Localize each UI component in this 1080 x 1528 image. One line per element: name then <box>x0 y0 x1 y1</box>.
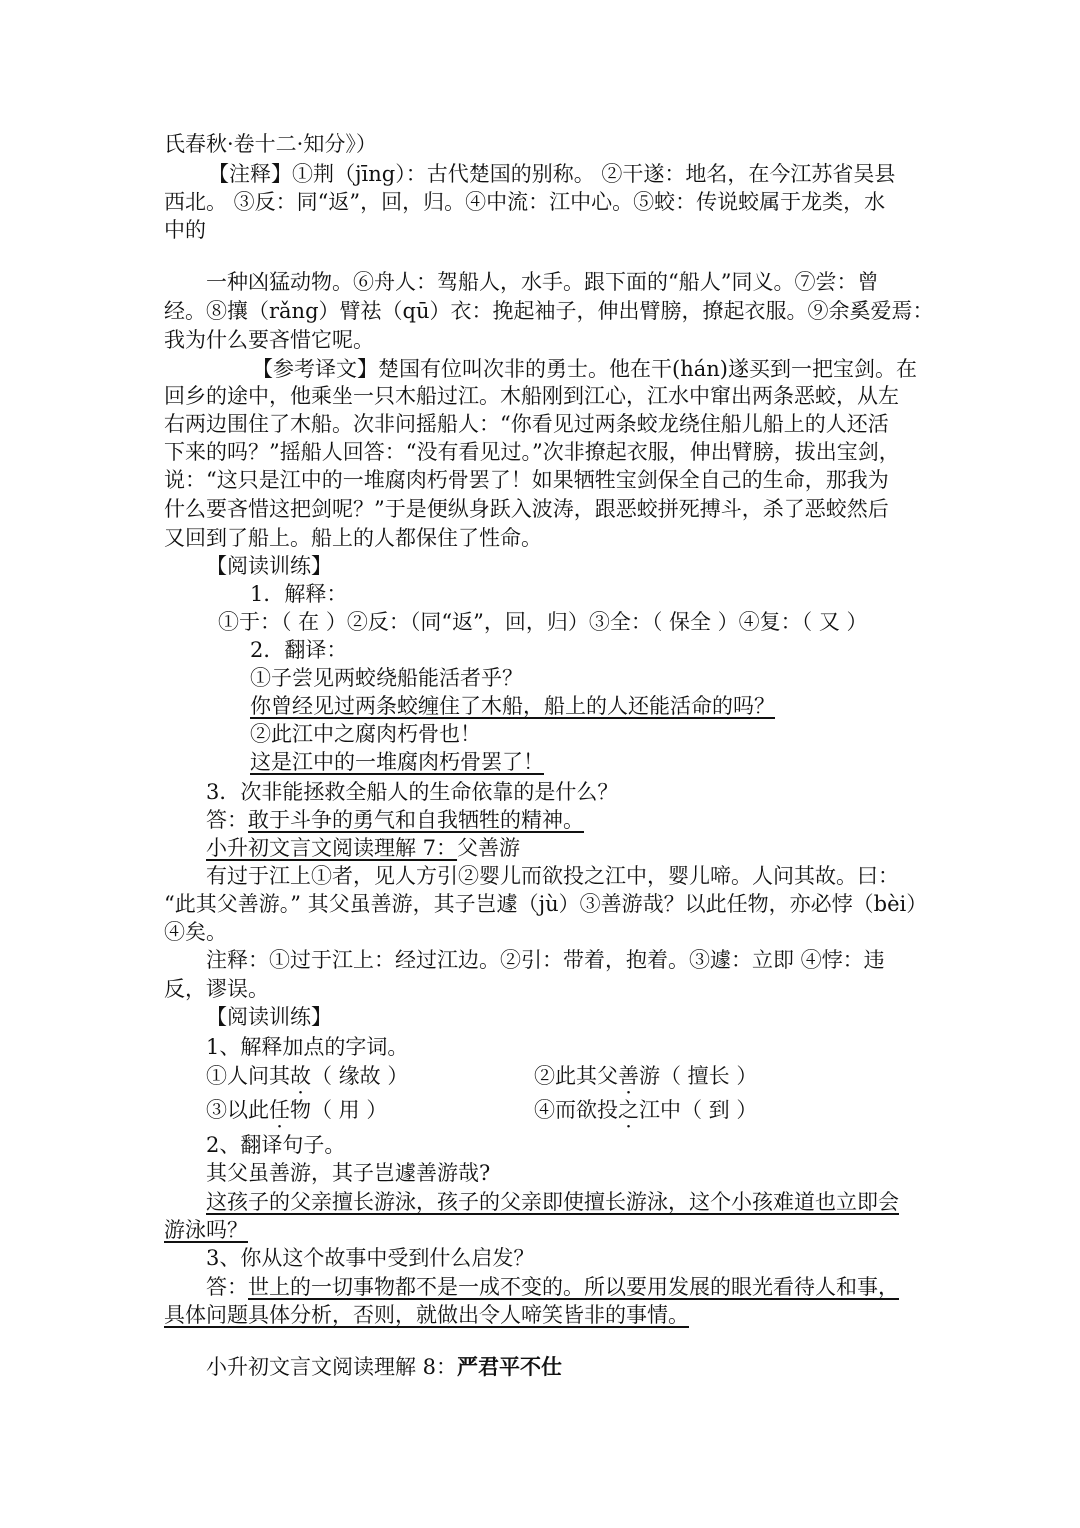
text-line: 右两边围住了木船。次非问摇船人：“你看见过两条蛟龙绕住船儿船上的人还活 <box>164 412 889 436</box>
answer-item <box>534 1062 834 1090</box>
text-line: 我为什么要吝惜它呢。 <box>164 328 374 352</box>
question: 3．次非能拯救全船人的生命依靠的是什么？ <box>206 780 619 804</box>
item-answer: 物（ 用 ） <box>290 1098 388 1122</box>
answer-line: 这孩子的父亲擅长游泳，孩子的父亲即使擅长游泳，这个小孩难道也立即会 <box>206 1190 899 1214</box>
answer-line: 你曾经见过两条蛟缠住了木船，船上的人还能活命的吗？ <box>250 694 775 718</box>
title-prefix: 小升初文言文阅读理解 7： <box>206 836 458 860</box>
answer-text: 世上的一切事物都不是一成不变的。所以要用发展的眼光看待人和事， <box>248 1275 899 1299</box>
answer-item <box>206 1096 506 1124</box>
question: 1．解释： <box>250 582 348 606</box>
item-text: ④而欲投 <box>534 1098 618 1122</box>
question: 3、你从这个故事中受到什么启发？ <box>206 1246 535 1270</box>
section-heading: 【阅读训练】 <box>206 1005 332 1029</box>
sentence: ②此江中之腐肉朽骨也！ <box>250 722 481 746</box>
question: 2．翻译： <box>250 638 348 662</box>
text-line: 经。⑧攘（rǎng）臂祛（qū）衣：挽起袖子，伸出臂膀，撩起衣服。⑨余奚爱焉： <box>164 299 934 323</box>
dotted-char: 任 <box>269 1098 290 1122</box>
answer-label: 答： <box>206 1275 248 1299</box>
text-line: 中的 <box>164 218 206 242</box>
answer-line <box>206 806 966 834</box>
answer-item <box>534 1096 834 1124</box>
text-line: 又回到了船上。船上的人都保住了性命。 <box>164 526 542 550</box>
text-line: 注释：①过于江上：经过江边。②引：带着，抱着。③遽：立即 ④悖：违 <box>206 948 885 972</box>
text-line: 说：“这只是江中的一堆腐肉朽骨罢了！如果牺牲宝剑保全自己的生命，那我为 <box>164 468 889 492</box>
answer-line: 游泳吗？ <box>164 1218 248 1242</box>
text-line: “此其父善游。” 其父虽善游，其子岂遽（jù）③善游哉？以此任物，亦必悖（bèi） <box>164 892 928 916</box>
title-name: 父善游 <box>457 836 521 860</box>
answer-line: ①于：（ 在 ）②反：（同“返”，回，归）③全：（ 保全 ）④复：（ 又 ） <box>218 610 868 634</box>
text-line: 西北。 ③反：同“返”，回，归。④中流：江中心。⑤蛟：传说蛟属于龙类，水 <box>164 190 886 214</box>
text-line: 下来的吗？”摇船人回答：“没有看见过。”次非撩起衣服，伸出臂膀，拔出宝剑， <box>164 440 900 464</box>
text-line: 回乡的途中，他乘坐一只木船过江。木船刚到江心，江水中窜出两条恶蛟，从左 <box>164 384 899 408</box>
item-text: ③以此 <box>206 1098 269 1122</box>
item-answer: 游（ 擅长 ） <box>639 1064 758 1088</box>
dotted-char: 故 <box>290 1064 311 1088</box>
text-line: ④矣。 <box>164 920 227 944</box>
article-title <box>206 1353 966 1381</box>
text-line: 【注释】①荆（jīng）：古代楚国的别称。 ②干遂：地名，在今江苏省吴县 <box>208 162 896 186</box>
answer-line: 具体问题具体分析，否则，就做出令人啼笑皆非的事情。 <box>164 1303 689 1327</box>
text-line: 一种凶猛动物。⑥舟人：驾船人，水手。跟下面的“船人”同义。⑦尝：曾 <box>206 270 879 294</box>
title-name: 严君平不仕 <box>457 1354 563 1379</box>
text-line: 氏春秋·卷十二·知分》） <box>164 132 377 156</box>
text-line: 【参考译文】楚国有位叫次非的勇士。他在干(hán)遂买到一把宝剑。在 <box>252 357 917 381</box>
article-title <box>206 834 966 862</box>
question: 2、翻译句子。 <box>206 1133 346 1157</box>
sentence: 其父虽善游，其子岂遽善游哉? <box>206 1161 491 1185</box>
item-text: ②此其父 <box>534 1064 618 1088</box>
text-line: 有过于江上①者，见人方引②婴儿而欲投之江中，婴儿啼。人问其故。曰： <box>206 864 899 888</box>
answer-item <box>206 1062 506 1090</box>
answer-text: 敢于斗争的勇气和自我牺牲的精神。 <box>248 808 584 832</box>
question: 1、解释加点的字词。 <box>206 1035 409 1059</box>
item-text: ①人问其 <box>206 1064 290 1088</box>
answer-line <box>206 1273 924 1301</box>
answer-line: 这是江中的一堆腐肉朽骨罢了！ <box>250 750 544 774</box>
text-line: 反，谬误。 <box>164 977 269 1001</box>
sentence: ①子尝见两蛟绕船能活者乎？ <box>250 666 523 690</box>
dotted-char: 之 <box>618 1098 639 1122</box>
dotted-char: 善 <box>618 1064 639 1088</box>
title-prefix: 小升初文言文阅读理解 8： <box>206 1355 458 1379</box>
answer-label: 答： <box>206 808 248 832</box>
text-line: 什么要吝惜这把剑呢？”于是便纵身跃入波涛，跟恶蛟拼死搏斗，杀了恶蛟然后 <box>164 497 889 521</box>
section-heading: 【阅读训练】 <box>206 554 332 578</box>
item-answer: （ 缘故 ） <box>311 1064 409 1088</box>
item-answer: 江中（ 到 ） <box>639 1098 758 1122</box>
